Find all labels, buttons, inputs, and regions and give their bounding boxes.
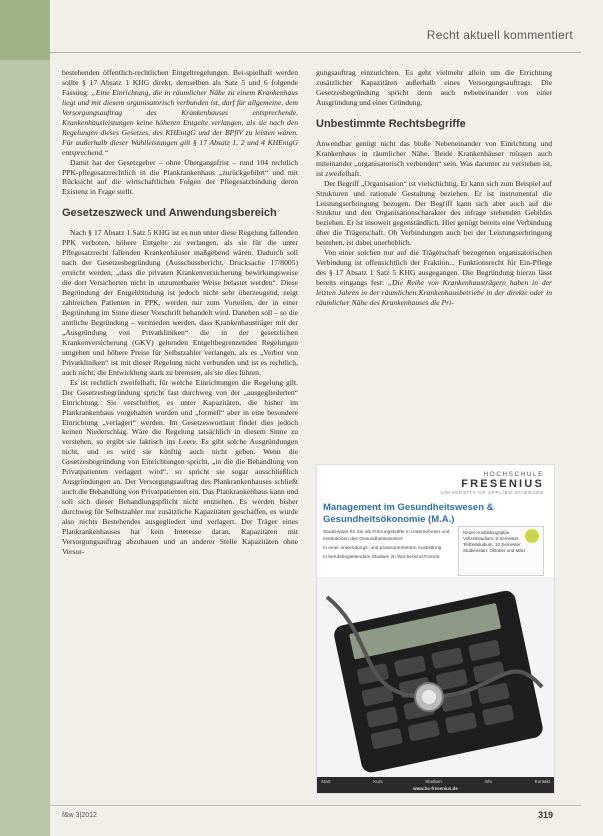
ad-menu-item[interactable]: Start: [321, 779, 331, 784]
paragraph: [62, 68, 298, 158]
italic-quote: „Die Reihe von Krankenhausträgern haben in der letzten Jahren in der räumlichen Krankenhausbetriebe in der direkte oder in räumlicher Nähe des Krankenhauses die Pri-: [316, 278, 552, 308]
ad-logo-line1: HOCHSCHULE: [483, 471, 544, 478]
text-run: gungsauftrag einzurichten. Es geht vielmehr allein um die Errichtung zusätzlicher Kapazitäten außerhalb eines Versorgungsauftrags. Die Gesetzesbegründung spricht denn auch nebeneinander von einer Ausgründung und einer Gründung.: [316, 68, 552, 107]
ad-logo-line2: FRESENIUS: [461, 478, 544, 490]
right-column: [316, 68, 552, 308]
paragraph: [62, 378, 298, 557]
header: [50, 0, 603, 52]
ad-text-line: In berufsbegleitendem Studium im Wochenend-Format: [323, 555, 440, 560]
ad-url[interactable]: www.hs-fresenius.de: [413, 786, 458, 791]
paragraph: [316, 68, 552, 108]
text-run: Der Begriff „Organisation“ ist vielschichtig. Er kann sich zum Beispiel auf Strukturen und rationale Gestaltung beziehen. Er ist instrumental die Leistungserbringung bezogen. Der Begriff kann sich aber auch auf die Struktur und den Organisationscharakter des infrage stehenden Gebildes beziehen. Er ist insoweit gegenständlich. Hier genügt bereits eine Verbindung über die Trägerschaft. Ob Verbindungen auch bei der Leistungserbringung bestehen, ist dabei unerheblich.: [316, 178, 552, 248]
text-run: Anwendbar genügt nicht das bloße Nebeneinander von Einrichtung und Krankenhaus in räumlicher Nähe. Beide Krankenhäuser müssen auch miteinander „organisatorisch verbunden“ sein. Was darunter zu verstehen ist, ist zweifelhaft.: [316, 138, 552, 178]
ad-badge: [458, 526, 544, 576]
paragraph: [316, 179, 552, 249]
ad-menu-item[interactable]: Info: [484, 779, 492, 784]
ad-menu-item[interactable]: Studium: [425, 779, 442, 784]
ad-menu-item[interactable]: Kontakt: [534, 779, 550, 784]
ad-text-line: Studienplan für Sie als Führungskräfte in Unternehmen und Institutionen des Gesundheitswesens: [323, 530, 450, 542]
text-run: bestehenden öffentlich-rechtlichen Entgeltregelungen. Bei-spielhaft werden sollte § 17 Absatz 1 KHG direkt, demselben als Satz 5 und 6 folgende Fassung:: [62, 68, 298, 97]
ad-menu-item[interactable]: Kurs: [373, 779, 383, 784]
header-rule: [50, 52, 581, 53]
margin-green-bar-top: [0, 0, 50, 60]
left-paragraphs: [62, 68, 298, 197]
ad-text: [323, 529, 463, 563]
ad-logo-line3: UNIVERSITY OF APPLIED SCIENCES: [441, 490, 544, 495]
text-run: Damit hat der Gesetzgeber – ohne Übergangsfrist – rund 104 rechtlich PPK-pflegesatzrechtlich in die Plankrankenhaus „zurückgeführt“ und mit Rücksicht auf die wirtschaftlichen Folgen der Pflegesatzbindung deren Existenz in Frage stellt.: [62, 157, 298, 197]
ad-footer-menu: [321, 779, 550, 784]
left-column: [62, 68, 298, 557]
right-paragraphs-2: [316, 139, 552, 308]
ad-badge-line: Teilzeitstudium: 10 Semester: [463, 542, 521, 547]
paragraph: [62, 228, 298, 377]
ad-logo: [441, 471, 544, 495]
section-title: Recht aktuell kommentiert: [426, 28, 573, 42]
text-run: Nach § 17 Absatz 1 Satz 5 KHG ist es nun unter diese Regelung fallenden PPK verboten, höhere Entgelte zu verlangen, als sie für die unter Pflegesatzrecht fallenden Krankenhäuser maßgebend wären. Dadurch soll nach der Gesetzesbegründung (Ausschussbericht, Drucksache 17/8005) erreicht werden, „dass die privaten Krankenversicherung bewirkungsweise die dort Versicherten nicht in unzumutbarer Weise belastet werden“. Diese Begründung der Entgeltbindung ist jedoch nicht sehr überzeugend, zeigt zahlreichen Patienten in PPK, werden nur zum Vorteilen, der in einer Begründung im Sinne dieser Vorschrift behandelt wird. Daneben soll – so die amtliche Begründung – vermieden werden, dass Krankenhausträger mit der „Ausgründung von Privatkliniken“ die in der gesetzlichen Krankenversicherung (GKV) geltenden Entgeltbegrenzenden Regelungen umgehen und höhere Preise für Selbstzahler verlangen, als es „Verbot von Privatkliniken“ ist mit dieser Regelung nicht verbunden und ist es rechtlich, auch nicht, die Entwicklung stark zu bremsen, als sie dies führen.: [62, 228, 298, 377]
text-run: Von einer solchen nur auf die Trägerschaft bezogenen organisatorischen Verbindung ist offensichtlich der Fraktion... Funktionsrecht für Ein-Pflege des § 17 Absatz 1 Satz 5 KHG ausgegangen. Die Begründung hierzu lässt bereits eingangs fest:: [316, 248, 552, 288]
calculator-stethoscope-image: [317, 577, 554, 777]
footer-issue: f&w 3|2012: [62, 812, 97, 819]
ad-badge-line: Vollzeitstudium: 8 Semester: [463, 536, 519, 541]
paragraph: [62, 158, 298, 198]
ad-text-line: In einer anwendungs- und praxisorientierten Ausbildung: [323, 546, 442, 551]
seal-icon: [525, 529, 539, 543]
italic-quote: „Eine Einrichtung, die in räumlicher Nähe zu einem Krankenhaus liegt und mit diesem organisatorisch verbunden ist, darf für allgemeine, dem Versorgungsauftrag des Krankenhauses entsprechende, Krankenhausleistungen keine höheren Entgelte verlangen, als sie nach den Regelungen dieses Gesetzes, des KHEntgG und der BPflV zu leisten wären. Für außerhalb dieser Wahlleistungen gilt § 17 Absatz 1, 2 und 4 KHEntgG entsprechend.“: [62, 87, 299, 157]
ad-badge-line: Studienstart: Oktober und März: [463, 548, 526, 553]
text-run: Es ist rechtlich zweifelhaft, für welche Einrichtungen die Regelung gilt. Der Gesetzesbegründung spricht fast durchweg von der „ausgegliederten“ Einrichtung. Sie verschriftet, es unter Kapazitäten, die bisher im Plankrankenhaus vorgehalten wurden und „formell“ aber in eine besondere Einrichtung „verlagert“ werden. Im Gesetzeswortlaut findet dies jedoch keinen Niederschlag. Wäre die Regelung tatsächlich in diesem Sinne zu verstehen, so ergibt sie faktisch ins Leere. Es gibt solche Ausgründungen nicht, und es wird sie künftig auch nicht geben. Wenn die Gesetzesbegründung von Einrichtungen spricht, „in die die Behandlung von Privatpatienten verlagert wird“, so spricht sie sogar ausschließlich Ausgründungen an. Der Versorgungsauftrag des Plankrankenhauses schließt auch die Behandlung von Privatpatienten ein. Das Plankrankenhaus kann und soll sich dieser Behandlungspflicht nicht entziehen. Es werden bisher durchweg für Selbstzahler nur zusätzliche Kapazitäten geschaffen, es wurde also nichts Bestehendes ausgegliedert und verlagert. Der Träger eines Plankrankenhauses hat kein Interesse daran, Kapazitäten mit Versorgungsauftrag abzubauen und an anderer Stelle Kapazitäten ohne Versor-: [62, 377, 298, 556]
advertisement[interactable]: [316, 464, 555, 794]
footer-rule: [50, 805, 581, 806]
ad-footer: [317, 777, 554, 793]
heading-gesetzeszweck: Gesetzeszweck und Anwendungsbereich: [62, 207, 277, 220]
ad-badge-line: Neuer Ausbildungsplan: [463, 530, 510, 535]
right-paragraphs: [316, 68, 552, 108]
ad-title: Management im Gesundheitswesen & Gesundheitsökonomie (M.A.): [323, 502, 494, 525]
paragraph: [316, 139, 552, 179]
page-number: 319: [537, 810, 553, 820]
heading-rechtsbegriffe: Unbestimmte Rechtsbegriffe: [316, 117, 466, 130]
margin-green-bar: [0, 0, 50, 836]
paragraph: [316, 248, 552, 308]
left-paragraphs-2: [62, 228, 298, 556]
